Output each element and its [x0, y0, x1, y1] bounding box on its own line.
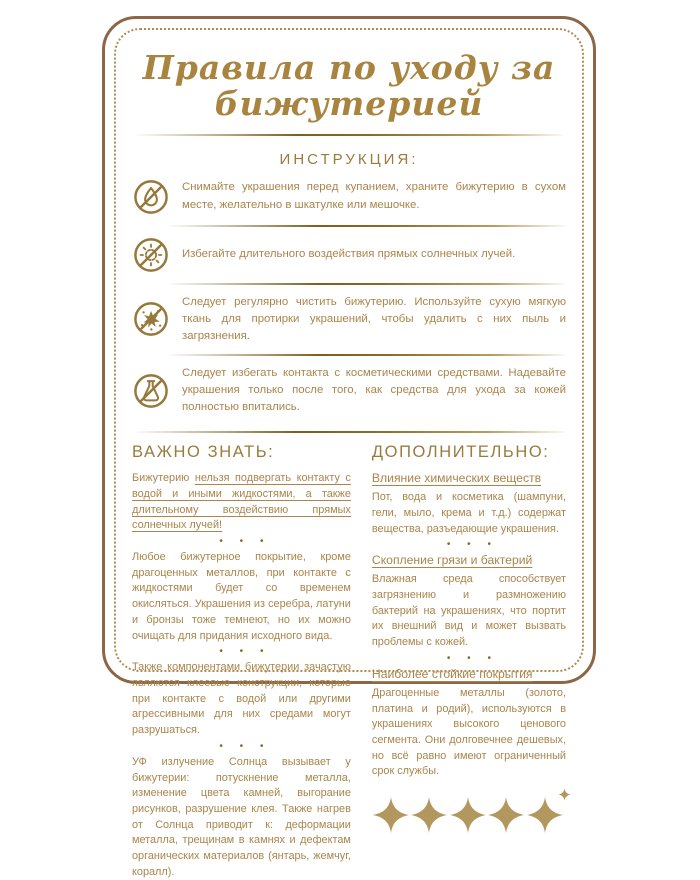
section-divider: [132, 431, 566, 433]
no-sun-icon: [132, 236, 170, 274]
sparkle-icon: [372, 796, 410, 834]
additional-section-title: Влияние химических веществ: [371, 471, 542, 486]
instruction-item: [132, 357, 566, 424]
divider: [166, 354, 566, 356]
instruction-item: [132, 286, 566, 353]
card-content: [116, 30, 582, 878]
important-lead-underlined: нельзя подвергать контакту с водой и иными жидкостями, а также длительному воздействию прямых солнечных лучей!: [132, 472, 351, 532]
important-heading: ВАЖНО ЗНАТЬ:: [132, 443, 275, 462]
page-title: Правила по уходу за бижутерией: [142, 48, 556, 124]
important-lead-paragraph: [132, 471, 351, 534]
jewelry-care-card: [102, 16, 596, 878]
instruction-text: Следует регулярно чистить бижутерию. Используйте сухую мягкую ткань для протирки украшений, чтобы удалить с них пыль и загрязнения.: [182, 295, 566, 342]
dots-separator: • • •: [219, 536, 271, 548]
dots-separator: • • •: [219, 646, 271, 658]
sparkle-with-mini-icon: [526, 796, 564, 834]
important-paragraph: Любое бижутерное покрытие, кроме драгоценных металлов, при контакте с жидкостями будет со временем окисляться. Украшения из серебра, латуни и бронзы тоже темнеют, но их можно очищать для придания исходного вида.: [132, 551, 351, 642]
instructions-heading: ИНСТРУКЦИЯ:: [279, 150, 419, 168]
mini-sparkle-icon: [558, 788, 571, 801]
dots-separator: • • •: [446, 652, 498, 664]
instruction-item: [132, 228, 566, 282]
sparkle-icon: [449, 796, 487, 834]
no-dirt-icon: [132, 300, 170, 338]
instruction-text: Избегайте длительного воздействия прямых солнечных лучей.: [182, 248, 516, 261]
divider: [166, 225, 566, 227]
instruction-item: [132, 170, 566, 224]
sparkle-icon: [487, 796, 525, 834]
instruction-text: Следует избегать контакта с косметическими средствами. Надевайте украшения только после того, как средства для ухода за кожей полностью впитались.: [182, 366, 566, 414]
additional-column: [372, 439, 566, 880]
important-column: [132, 439, 351, 880]
important-lead-prefix: Бижутерию: [132, 472, 195, 485]
additional-section-title: Скопление грязи и бактерий: [371, 553, 533, 568]
additional-paragraph: Влажная среда способствует загрязнению и размножению бактерий на украшениях, что портит их внешний вид и может вызвать проблемы с кожей.: [371, 573, 566, 649]
no-cosmetics-icon: [132, 372, 170, 410]
additional-heading: ДОПОЛНИТЕЛЬНО:: [371, 443, 550, 462]
divider: [166, 283, 566, 285]
instructions-list: [132, 170, 566, 425]
additional-section-title: Наиболее стойкие покрытия: [371, 666, 533, 681]
important-paragraph: УФ излучение Солнца вызывает у бижутерии: потускнение металла, изменение цвета камней, выгорание рисунков, разрушение клея. Также нагрев от Солнца приводит к: деформации металла, трещинам в камнях и дефектам органических материалов (янтарь, жемчуг, коралл).: [132, 755, 351, 878]
title-divider: [134, 134, 564, 136]
additional-paragraph: Драгоценные металлы (золото, платина и родий), используются в украшениях высокого ценового сегмента. Они долговечнее дешевых, но всё равно имеют ограниченный срок службы.: [371, 686, 566, 778]
important-paragraph: Также компонентами бижутерии зачастую являются клеевые конструкции, которые при контакте с водой или другими агрессивными для них средами могут разрушаться.: [132, 661, 351, 737]
dots-separator: • • •: [446, 539, 498, 551]
two-column-section: [132, 439, 566, 880]
dots-separator: • • •: [219, 740, 271, 752]
additional-paragraph: Пот, вода и косметика (шампуни, гели, мыло, крема и т.д.) содержат вещества, разъедающие украшения.: [371, 491, 566, 535]
sparkle-stars-row: [372, 796, 566, 834]
no-water-icon: [132, 178, 170, 216]
instruction-text: Снимайте украшения перед купанием, храните бижутерию в сухом месте, желательно в шкатулке или мешочке.: [182, 181, 566, 211]
sparkle-icon: [410, 796, 448, 834]
